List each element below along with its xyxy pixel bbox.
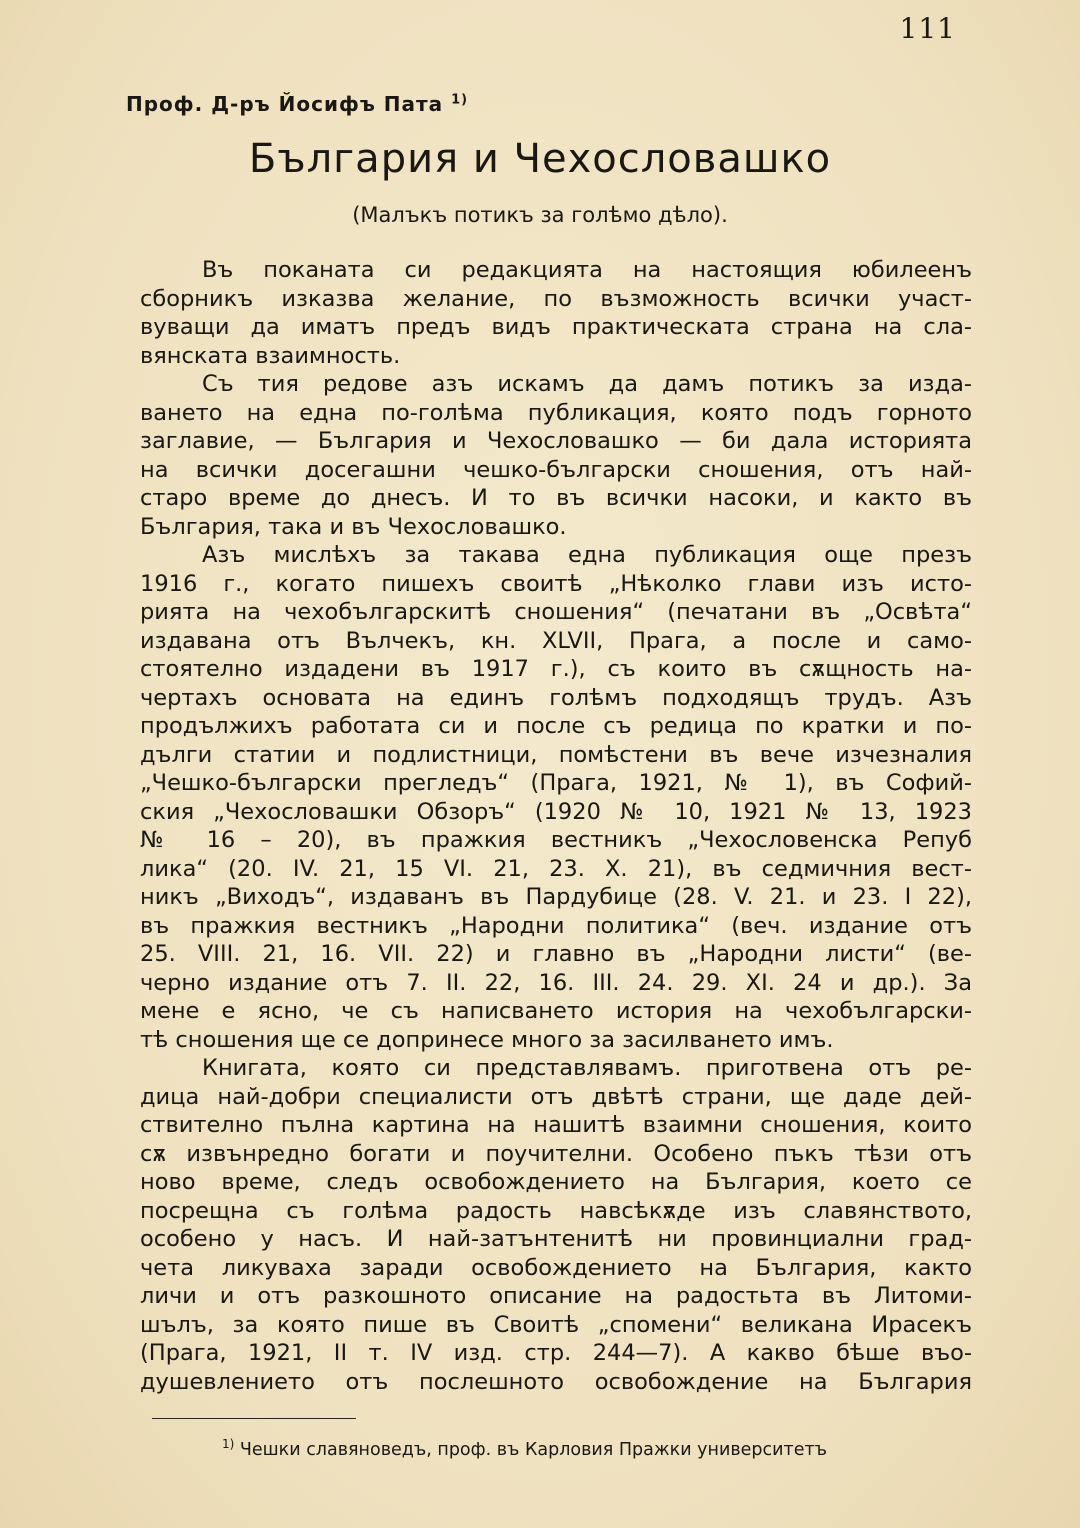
body-line: дица най-добри специалисти отъ двѣтѣ страни, ще даде дей- bbox=[140, 1083, 972, 1110]
body-line: сѫ извънредно богати и поучителни. Особено пъкъ тѣзи отъ bbox=[140, 1140, 972, 1167]
body-line: № 16 – 20), въ пражкия вестникъ „Чехословенска Репуб bbox=[140, 827, 972, 853]
body-line: ствително пълна картина на нашитѣ взаимни сношения, които bbox=[140, 1112, 972, 1138]
body-line: „Чешко-български прегледъ“ (Прага, 1921, № 1), въ Софий- bbox=[140, 770, 972, 796]
body-line: 25. VIII. 21, 16. VII. 22) и главно въ „Народни листи“ (ве- bbox=[140, 941, 972, 967]
body-line: стоятелно издадени въ 1917 г.), съ които въ сѫщность на- bbox=[140, 656, 972, 682]
body-line: старо време до днесъ. И то въ всички насоки, и както въ bbox=[140, 485, 972, 511]
footnote-text: Чешки славяноведъ, проф. въ Карловия Пражки университетъ bbox=[239, 1439, 828, 1460]
author-footnote-mark: 1) bbox=[451, 92, 469, 108]
body-line: издавана отъ Вълчекъ, кн. XLVII, Прага, а после и само- bbox=[140, 627, 972, 654]
body-line: Книгата, която си представлявамъ. приготвена отъ ре- bbox=[202, 1055, 972, 1081]
body-line: дълги статии и подлистници, помѣстени въ вече изчезналия bbox=[140, 741, 972, 768]
body-line: на всички досегашни чешко-български сношения, отъ най- bbox=[140, 456, 972, 483]
body-line: вуващи да иматъ предъ видъ практическата страна на сла- bbox=[140, 314, 972, 340]
body-line: ския „Чехословашки Обзоръ“ (1920 № 10, 1921 № 13, 1923 bbox=[140, 798, 972, 825]
article-subtitle: (Малъкъ потикъ за голѣмо дѣло). bbox=[352, 203, 728, 227]
body-line: черно издание отъ 7. II. 22, 16. III. 24. 29. XI. 24 и др.). За bbox=[140, 969, 972, 996]
body-line: ването на една по-голѣма публикация, която подъ горното bbox=[140, 399, 972, 426]
footnote bbox=[222, 1437, 827, 1460]
body-line: чертахъ основата на единъ голѣмъ подходящъ трудъ. Азъ bbox=[140, 684, 972, 711]
body-line: мене е ясно, че съ написването история на чехобългарски- bbox=[140, 998, 972, 1024]
body-line: (Прага, 1921, II т. IV изд. стр. 244—7). А какво бѣше въо- bbox=[140, 1340, 972, 1366]
body-line: душевлението отъ послешното освобождение на България bbox=[140, 1368, 972, 1395]
body-line: чета ликуваха заради освобождението на България, както bbox=[140, 1254, 972, 1281]
body-line: продължихъ работата си и после съ редица по кратки и по- bbox=[140, 713, 972, 739]
body-line: шълъ, за която пише въ Своитѣ „спомени“ великана Ирасекъ bbox=[140, 1311, 972, 1338]
body-line: рията на чехобългарскитѣ сношения“ (печатани въ „Освѣта“ bbox=[140, 599, 972, 625]
body-line: особено у насъ. И най-затънтенитѣ ни провинциални град- bbox=[140, 1226, 972, 1252]
body-line: личи и отъ разкошното описание на радостьта въ Литоми- bbox=[140, 1283, 972, 1309]
body-line: Въ поканата си редакцията на настоящия юбилеенъ bbox=[202, 257, 972, 283]
body-line: никъ „Виходъ“, издаванъ въ Пардубице (28. V. 21. и 23. I 22), bbox=[140, 884, 972, 910]
body-line: лика“ (20. IV. 21, 15 VI. 21, 23. X. 21), въ седмичния вест- bbox=[140, 855, 972, 882]
author-name: Проф. Д-ръ Йосифъ Пата bbox=[126, 92, 444, 116]
body-line: сборникъ изказва желание, по възможность всички участ- bbox=[140, 285, 972, 312]
body-line: България, така и въ Чехословашко. bbox=[140, 513, 567, 540]
footnote-mark: 1) bbox=[222, 1437, 235, 1451]
body-line: 1916 г., когато пишехъ своитѣ „Нѣколко глави изъ исто- bbox=[140, 570, 972, 597]
body-line: Съ тия редове азъ искамъ да дамъ потикъ за изда- bbox=[202, 371, 972, 397]
body-line: тѣ сношения ще се допринесе много за засилването имъ. bbox=[140, 1026, 834, 1053]
body-line: Азъ мислѣхъ за такава една публикация още презъ bbox=[202, 542, 972, 568]
body-line: заглавие, — България и Чехословашко — би дала историята bbox=[140, 428, 972, 454]
footnote-divider bbox=[152, 1418, 356, 1419]
body-line: въ пражкия вестникъ „Народни политика“ (веч. издание отъ bbox=[140, 912, 972, 939]
body-line: посрещна съ голѣма радость навсѣкѫде изъ славянството, bbox=[140, 1197, 972, 1224]
body-line: ново време, следъ освобождението на България, което се bbox=[140, 1169, 972, 1195]
article-title: България и Чехословашко bbox=[248, 136, 832, 182]
page-number: 111 bbox=[899, 12, 956, 45]
author-line bbox=[126, 92, 468, 116]
article-body bbox=[140, 256, 972, 1396]
body-line: вянската взаимность. bbox=[140, 342, 401, 369]
